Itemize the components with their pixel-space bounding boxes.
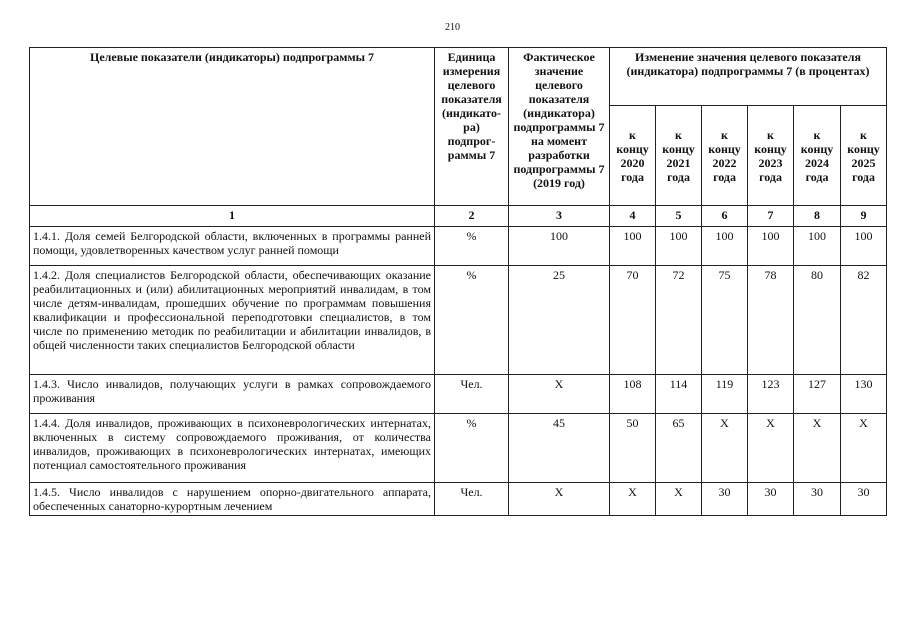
indicator-value: 100	[794, 227, 841, 266]
indicator-value: 50	[610, 414, 656, 483]
column-number: 2	[435, 206, 509, 227]
indicator-name: 1.4.3. Число инвалидов, получающих услуги в рамках сопровождаемого проживания	[30, 375, 435, 414]
column-number: 4	[610, 206, 656, 227]
indicator-value: 123	[748, 375, 794, 414]
table-row	[30, 266, 887, 375]
indicator-value: 30	[841, 483, 887, 516]
indicators-table	[29, 47, 887, 516]
indicator-actual: X	[509, 375, 610, 414]
header-year: к концу 2020 года	[610, 106, 656, 206]
indicator-unit: %	[435, 227, 509, 266]
table-row	[30, 227, 887, 266]
indicator-value: 80	[794, 266, 841, 375]
indicator-value: 78	[748, 266, 794, 375]
indicator-value: 30	[702, 483, 748, 516]
indicator-name: 1.4.4. Доля инвалидов, проживающих в психоневрологических интернатах, включенных в систему сопровождаемого проживания, от количества инвалидов, проживающих в психоневрологических интернатах, имеющих потенциал самостоятельного проживания	[30, 414, 435, 483]
indicator-value: X	[656, 483, 702, 516]
indicator-value: X	[702, 414, 748, 483]
indicator-unit: Чел.	[435, 375, 509, 414]
indicator-value: 30	[794, 483, 841, 516]
page-number: 210	[445, 22, 460, 33]
indicator-unit: Чел.	[435, 483, 509, 516]
indicator-name: 1.4.2. Доля специалистов Белгородской области, обеспечивающих оказание реабилитационных и (или) абилитационных мероприятий инвалидам, в том числе детям-инвалидам, прошедших обучение по программам повышения квалификации и профессиональной переподготовки специалистов, в том числе по применению методик по реабилитации и абилитации инвалидов, в общей численности таких специалистов Белгородской области	[30, 266, 435, 375]
header-year: к концу 2022 года	[702, 106, 748, 206]
header-year: к концу 2023 года	[748, 106, 794, 206]
indicator-value: X	[748, 414, 794, 483]
header-unit: Единица измерения целевого показателя (индикато-ра) подпрог-раммы 7	[435, 48, 509, 206]
column-number: 8	[794, 206, 841, 227]
indicator-unit: %	[435, 266, 509, 375]
column-number: 1	[30, 206, 435, 227]
indicator-value: X	[610, 483, 656, 516]
table-row	[30, 375, 887, 414]
indicator-value: 119	[702, 375, 748, 414]
indicator-value: 114	[656, 375, 702, 414]
header-indicator: Целевые показатели (индикаторы) подпрограммы 7	[30, 48, 435, 206]
table-row	[30, 483, 887, 516]
indicator-value: X	[841, 414, 887, 483]
indicator-actual: 25	[509, 266, 610, 375]
header-year: к концу 2024 года	[794, 106, 841, 206]
indicator-value: 127	[794, 375, 841, 414]
column-numbers-row	[30, 206, 887, 227]
indicator-value: 72	[656, 266, 702, 375]
header-year: к концу 2021 года	[656, 106, 702, 206]
indicator-value: 70	[610, 266, 656, 375]
header-change: Изменение значения целевого показателя (индикатора) подпрограммы 7 (в процентах)	[610, 48, 887, 106]
indicator-value: 130	[841, 375, 887, 414]
indicator-name: 1.4.1. Доля семей Белгородской области, включенных в программы ранней помощи, удовлетворенных качеством услуг ранней помощи	[30, 227, 435, 266]
indicator-value: 82	[841, 266, 887, 375]
indicator-value: 100	[656, 227, 702, 266]
header-actual: Фактическое значение целевого показателя (индикатора) подпрограммы 7 на момент разработки подпрограммы 7 (2019 год)	[509, 48, 610, 206]
indicator-value: 65	[656, 414, 702, 483]
column-number: 9	[841, 206, 887, 227]
indicator-value: 100	[841, 227, 887, 266]
indicator-value: 100	[702, 227, 748, 266]
indicator-unit: %	[435, 414, 509, 483]
indicator-value: 30	[748, 483, 794, 516]
indicator-actual: X	[509, 483, 610, 516]
column-number: 7	[748, 206, 794, 227]
indicator-value: 108	[610, 375, 656, 414]
indicator-name: 1.4.5. Число инвалидов с нарушением опорно-двигательного аппарата, обеспеченных санаторно-курортным лечением	[30, 483, 435, 516]
indicator-value: X	[794, 414, 841, 483]
indicator-value: 100	[748, 227, 794, 266]
column-number: 3	[509, 206, 610, 227]
indicator-value: 100	[610, 227, 656, 266]
table-row	[30, 414, 887, 483]
column-number: 6	[702, 206, 748, 227]
indicator-actual: 100	[509, 227, 610, 266]
header-year: к концу 2025 года	[841, 106, 887, 206]
indicator-value: 75	[702, 266, 748, 375]
indicator-actual: 45	[509, 414, 610, 483]
column-number: 5	[656, 206, 702, 227]
